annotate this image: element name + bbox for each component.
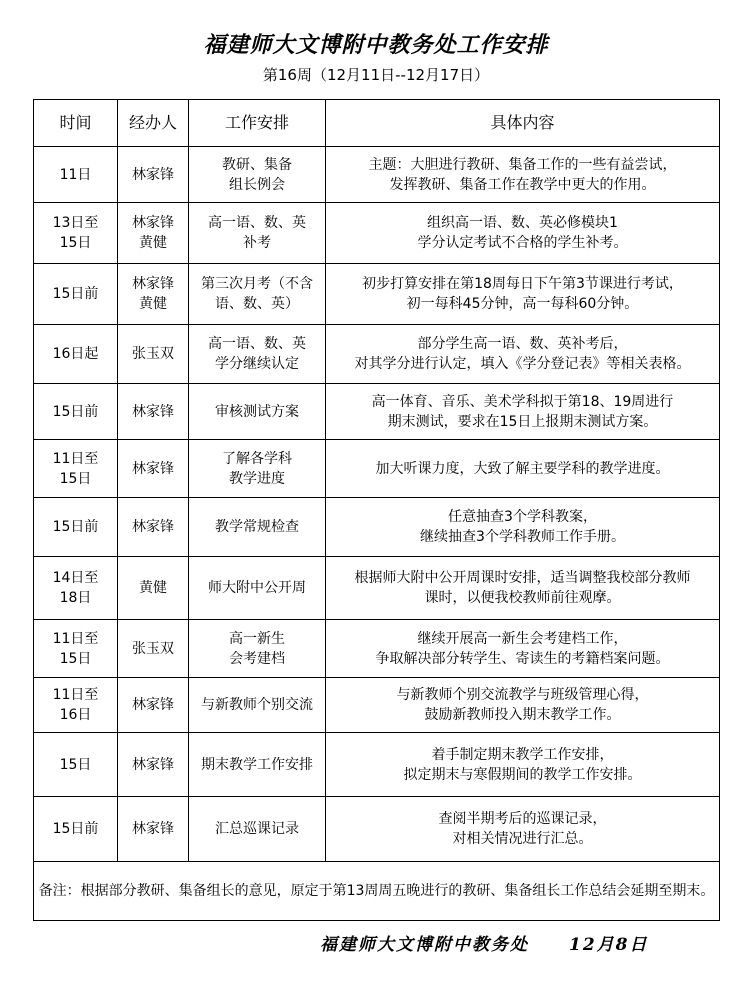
cell-time bbox=[34, 264, 118, 325]
cell-person bbox=[118, 264, 189, 325]
cell-time bbox=[34, 797, 118, 862]
cell-task-line: 师大附中公开周 bbox=[208, 580, 306, 596]
cell-person bbox=[118, 384, 189, 440]
cell-person bbox=[118, 733, 189, 797]
column-header-time: 时间 bbox=[34, 100, 118, 147]
cell-person bbox=[118, 678, 189, 733]
cell-detail bbox=[326, 797, 720, 862]
cell-task-line: 与新教师个别交流 bbox=[201, 697, 313, 713]
cell-detail-line: 争取解决部分转学生、寄读生的考籍档案问题。 bbox=[375, 650, 670, 667]
cell-task-line: 汇总巡课记录 bbox=[215, 821, 299, 837]
cell-task-line: 组长例会 bbox=[229, 176, 285, 193]
cell-detail-line: 初步打算安排在第18周每日下午第3节课进行考试， bbox=[362, 276, 683, 292]
cell-task-line: 补考 bbox=[243, 235, 271, 251]
cell-person-line: 林家锋 bbox=[132, 519, 174, 535]
cell-detail bbox=[326, 440, 720, 498]
table-row bbox=[34, 264, 720, 325]
footer-org: 福建师大文博附中教务处 bbox=[320, 935, 529, 955]
cell-time-line: 11日 bbox=[59, 166, 92, 183]
cell-detail-line: 与新教师个别交流教学与班级管理心得， bbox=[396, 687, 649, 703]
cell-detail bbox=[326, 203, 720, 264]
table-row bbox=[34, 557, 720, 620]
table-row bbox=[34, 797, 720, 862]
cell-time-line: 15日前 bbox=[52, 821, 99, 837]
cell-detail bbox=[326, 498, 720, 557]
cell-time bbox=[34, 557, 118, 620]
table-row bbox=[34, 384, 720, 440]
cell-detail-line: 对其学分进行认定，填入《学分登记表》等相关表格。 bbox=[354, 356, 691, 372]
cell-task bbox=[189, 264, 326, 325]
cell-detail bbox=[326, 147, 720, 203]
cell-detail-line: 发挥教研、集备工作在教学中更大的作用。 bbox=[389, 176, 656, 193]
note-text: 备注：根据部分教研、集备组长的意见，原定于第13周周五晚进行的教研、集备组长工作总结会延期至期末。 bbox=[34, 862, 720, 921]
cell-time-line: 15日 bbox=[59, 235, 92, 251]
cell-task bbox=[189, 678, 326, 733]
cell-person-line: 林家锋 bbox=[132, 697, 174, 713]
cell-task-line: 高一语、数、英 bbox=[208, 215, 306, 231]
column-header-task: 工作安排 bbox=[189, 100, 326, 147]
cell-time bbox=[34, 498, 118, 557]
cell-detail-line: 组织高一语、数、英必修模块1 bbox=[427, 215, 618, 231]
cell-task-line: 审核测试方案 bbox=[215, 403, 299, 420]
cell-person-line: 张玉双 bbox=[132, 346, 174, 362]
column-header-detail: 具体内容 bbox=[326, 100, 720, 147]
cell-detail-line: 继续开展高一新生会考建档工作， bbox=[417, 630, 628, 647]
cell-detail-line: 学分认定考试不合格的学生补考。 bbox=[417, 235, 628, 251]
cell-task-line: 教学常规检查 bbox=[215, 519, 299, 535]
cell-time-line: 15日前 bbox=[52, 403, 99, 420]
table-row bbox=[34, 147, 720, 203]
cell-time bbox=[34, 733, 118, 797]
cell-task-line: 高一语、数、英 bbox=[208, 336, 306, 352]
cell-task bbox=[189, 797, 326, 862]
cell-detail bbox=[326, 733, 720, 797]
cell-task bbox=[189, 384, 326, 440]
table-header-row bbox=[34, 100, 720, 147]
cell-detail-line: 对相关情况进行汇总。 bbox=[452, 831, 593, 847]
cell-time-line: 11日至 bbox=[52, 630, 99, 647]
cell-person-line: 林家锋 bbox=[132, 403, 174, 420]
cell-task bbox=[189, 557, 326, 620]
cell-time bbox=[34, 440, 118, 498]
cell-detail-line: 加大听课力度，大致了解主要学科的教学进度。 bbox=[375, 460, 670, 477]
cell-detail-line: 查阅半期考后的巡课记录， bbox=[438, 811, 607, 827]
cell-task-line: 高一新生 bbox=[229, 630, 285, 647]
cell-time-line: 15日 bbox=[59, 470, 92, 487]
cell-person-line: 黄健 bbox=[139, 296, 167, 312]
cell-person-line: 林家锋 bbox=[132, 460, 174, 477]
cell-detail bbox=[326, 325, 720, 384]
cell-person-line: 林家锋 bbox=[132, 821, 174, 837]
cell-detail-line: 任意抽查3个学科教案， bbox=[448, 509, 597, 525]
cell-detail-line: 拟定期末与寒假期间的教学工作安排。 bbox=[403, 766, 642, 783]
cell-task-line: 会考建档 bbox=[229, 650, 285, 667]
cell-detail bbox=[326, 557, 720, 620]
table-row bbox=[34, 678, 720, 733]
cell-person bbox=[118, 203, 189, 264]
page-subtitle: 第16周（12月11日--12月17日） bbox=[262, 66, 490, 84]
schedule-table bbox=[33, 99, 720, 921]
cell-person bbox=[118, 797, 189, 862]
cell-detail-line: 着手制定期末教学工作安排， bbox=[431, 746, 614, 763]
page-title: 福建师大文博附中教务处工作安排 bbox=[203, 32, 549, 58]
cell-person-line: 张玉双 bbox=[132, 640, 174, 657]
note-row bbox=[34, 862, 720, 921]
cell-detail-line: 期末测试，要求在15日上报期末测试方案。 bbox=[387, 413, 658, 430]
cell-task bbox=[189, 733, 326, 797]
table-row bbox=[34, 733, 720, 797]
table-body bbox=[34, 147, 720, 862]
cell-task-line: 教学进度 bbox=[229, 470, 285, 487]
cell-person-line: 林家锋 bbox=[132, 215, 174, 231]
cell-time bbox=[34, 147, 118, 203]
column-header-person: 经办人 bbox=[118, 100, 189, 147]
cell-time-line: 13日至 bbox=[52, 215, 99, 231]
cell-detail-line: 根据师大附中公开周课时安排，适当调整我校部分教师 bbox=[354, 570, 691, 586]
cell-task bbox=[189, 147, 326, 203]
cell-detail-line: 部分学生高一语、数、英补考后， bbox=[417, 336, 628, 352]
cell-task bbox=[189, 620, 326, 678]
cell-task-line: 语、数、英） bbox=[215, 296, 299, 312]
cell-time-line: 14日至 bbox=[52, 570, 99, 586]
cell-person bbox=[118, 147, 189, 203]
cell-detail-line: 高一体育、音乐、美术学科拟于第18、19周进行 bbox=[371, 393, 674, 410]
cell-detail-line: 课时，以便我校教师前往观摩。 bbox=[424, 590, 621, 606]
cell-detail bbox=[326, 620, 720, 678]
cell-task-line: 教研、集备 bbox=[222, 156, 292, 173]
cell-detail bbox=[326, 264, 720, 325]
cell-time-line: 16日起 bbox=[52, 346, 99, 362]
cell-time-line: 15日前 bbox=[52, 286, 99, 302]
cell-person bbox=[118, 557, 189, 620]
cell-detail-line: 鼓励新教师投入期末教学工作。 bbox=[424, 707, 621, 723]
cell-time-line: 16日 bbox=[59, 707, 92, 723]
cell-time bbox=[34, 384, 118, 440]
cell-detail-line: 继续抽查3个学科教师工作手册。 bbox=[420, 529, 625, 545]
table-row bbox=[34, 203, 720, 264]
cell-person-line: 林家锋 bbox=[132, 756, 174, 773]
cell-person bbox=[118, 620, 189, 678]
table-row bbox=[34, 620, 720, 678]
table-row bbox=[34, 498, 720, 557]
cell-time bbox=[34, 203, 118, 264]
cell-task-line: 学分继续认定 bbox=[215, 356, 299, 372]
table-row bbox=[34, 325, 720, 384]
cell-time bbox=[34, 325, 118, 384]
cell-person-line: 黄健 bbox=[139, 235, 167, 251]
cell-task bbox=[189, 440, 326, 498]
cell-person bbox=[118, 498, 189, 557]
footer-signature bbox=[320, 930, 649, 955]
cell-person bbox=[118, 440, 189, 498]
cell-time-line: 11日至 bbox=[52, 450, 99, 467]
footer-date: 12月8日 bbox=[569, 935, 649, 955]
cell-detail-line: 初一每科45分钟，高一每科60分钟。 bbox=[406, 296, 639, 312]
cell-task-line: 第三次月考（不含 bbox=[201, 276, 313, 292]
cell-task bbox=[189, 203, 326, 264]
cell-detail bbox=[326, 384, 720, 440]
cell-person bbox=[118, 325, 189, 384]
cell-time-line: 15日前 bbox=[52, 519, 99, 535]
cell-task bbox=[189, 325, 326, 384]
cell-person-line: 林家锋 bbox=[132, 166, 174, 183]
cell-detail bbox=[326, 678, 720, 733]
cell-task-line: 期末教学工作安排 bbox=[201, 756, 313, 773]
cell-time bbox=[34, 678, 118, 733]
cell-time-line: 15日 bbox=[59, 756, 92, 773]
table-row bbox=[34, 440, 720, 498]
cell-time bbox=[34, 620, 118, 678]
cell-detail-line: 主题：大胆进行教研、集备工作的一些有益尝试， bbox=[368, 156, 677, 173]
cell-time-line: 15日 bbox=[59, 650, 92, 667]
cell-time-line: 11日至 bbox=[52, 687, 99, 703]
cell-task-line: 了解各学科 bbox=[222, 450, 292, 467]
cell-person-line: 黄健 bbox=[139, 580, 167, 596]
cell-time-line: 18日 bbox=[59, 590, 92, 606]
cell-person-line: 林家锋 bbox=[132, 276, 174, 292]
cell-task bbox=[189, 498, 326, 557]
